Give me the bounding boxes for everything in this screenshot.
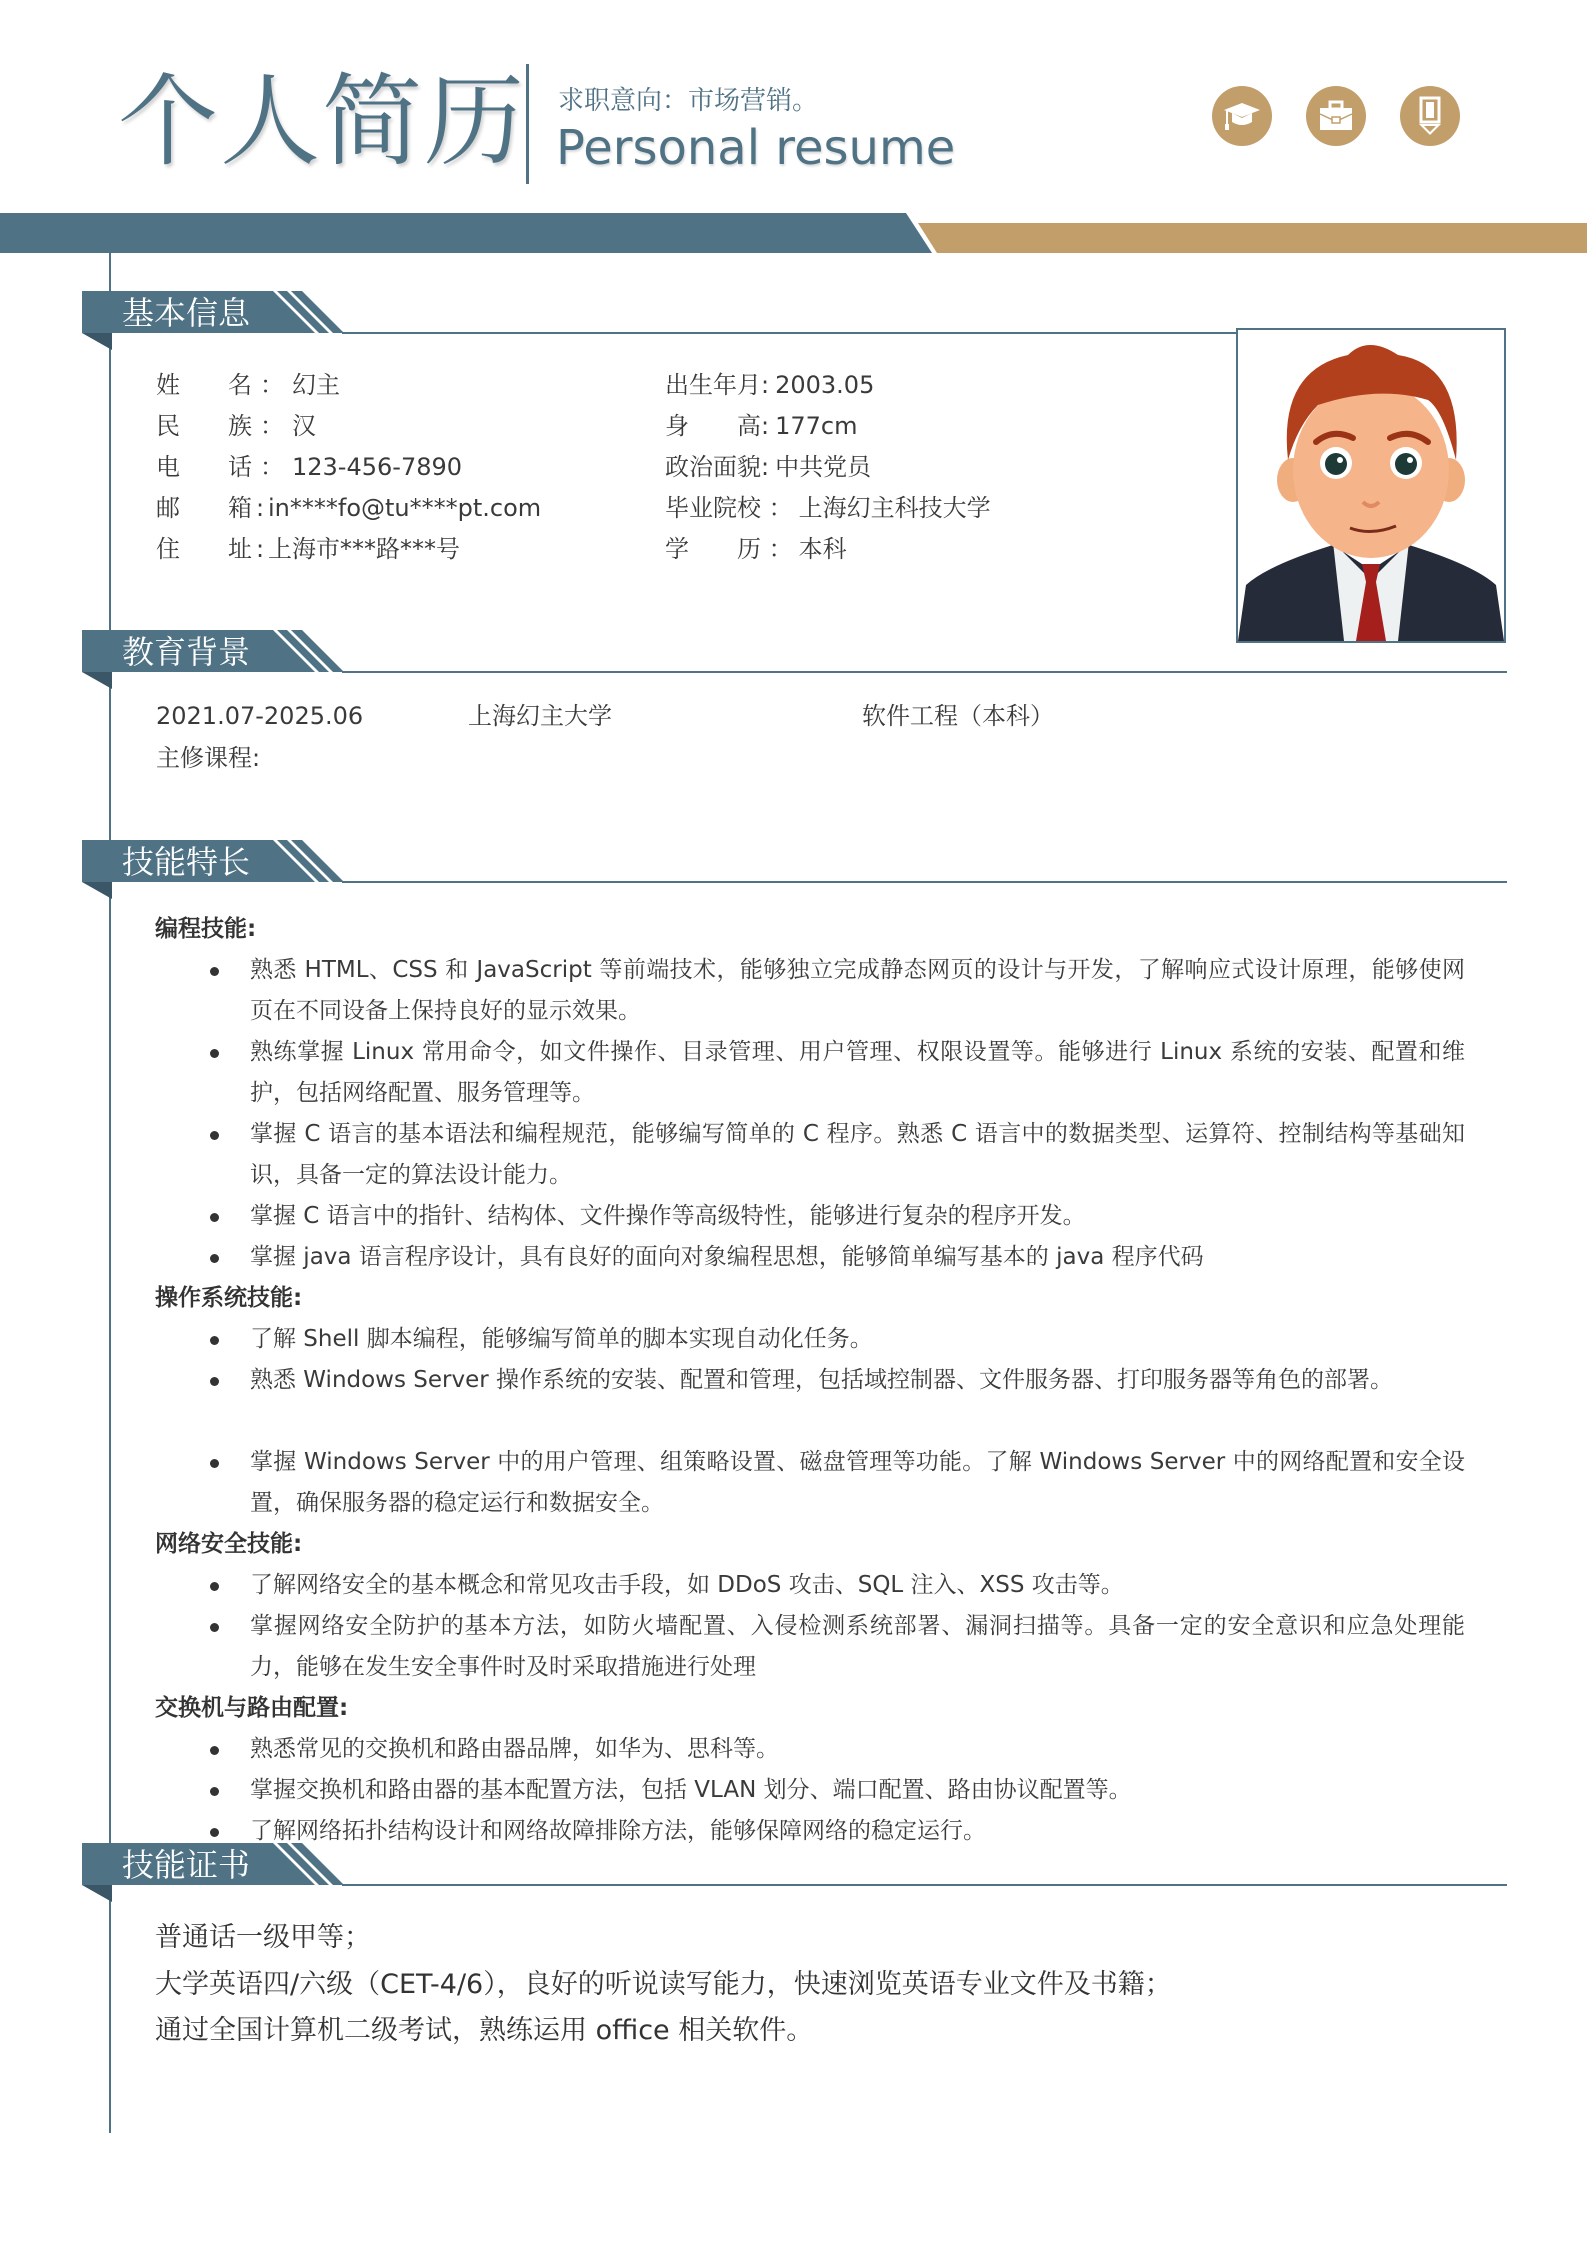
job-objective: 求职意向：市场营销。 — [558, 86, 819, 116]
skill-text: 熟练掌握 Linux 常用命令，如文件操作、目录管理、用户管理、权限设置等。能够进行 Linux 系统的安装、配置和维护，包括网络配置、服务管理等。 — [250, 1039, 1465, 1106]
skill-text: 熟悉 HTML、CSS 和 JavaScript 等前端技术，能够独立完成静态网页的设计与开发，了解响应式设计原理，能够使网页在不同设备上保持良好的显示效果。 — [250, 957, 1465, 1024]
bullet-icon — [210, 1049, 219, 1058]
edu-period: 2021.07-2025.06 — [156, 702, 364, 730]
field-value: 幻主 — [292, 371, 340, 399]
bullet-icon — [210, 1377, 219, 1386]
skill-text: 熟悉常见的交换机和路由器品牌，如华为、思科等。 — [250, 1736, 779, 1762]
skill-item — [210, 1032, 1466, 1114]
skill-text: 掌握网络安全防护的基本方法，如防火墙配置、入侵检测系统部署、漏洞扫描等。具备一定的安全意识和应急处理能力，能够在发生安全事件时及时采取措施进行处理 — [250, 1613, 1465, 1680]
field-separator: : — [255, 535, 265, 563]
field-label: 箱 — [228, 494, 252, 522]
bullet-icon — [210, 967, 219, 976]
bullet-icon — [210, 1254, 219, 1263]
section-title: 技能证书 — [122, 1846, 251, 1884]
field-separator: ： — [260, 453, 284, 481]
field-value: 汉 — [292, 412, 316, 440]
field-label: 电 — [156, 453, 180, 481]
bullet-icon — [210, 1623, 219, 1632]
field-separator: ： — [260, 412, 284, 440]
profile-photo — [1236, 328, 1506, 643]
skill-item — [210, 1237, 1466, 1278]
field-label: 话 — [228, 453, 252, 481]
field-label: 身 高 — [665, 412, 761, 440]
skill-item — [210, 1442, 1466, 1524]
edu-major: 软件工程（本科） — [862, 702, 1054, 730]
title-divider — [526, 64, 529, 184]
field-value: 2003.05 — [775, 371, 875, 399]
field-value: 177cm — [775, 412, 858, 440]
basic-info-row — [156, 492, 541, 524]
basic-info-row — [156, 410, 316, 442]
skill-category: 网络安全技能: — [155, 1531, 303, 1557]
edu-school: 上海幻主大学 — [468, 702, 612, 730]
skill-text: 掌握 C 语言的基本语法和编程规范，能够编写简单的 C 程序。熟悉 C 语言中的数据类型、运算符、控制结构等基础知识，具备一定的算法设计能力。 — [250, 1121, 1465, 1188]
field-separator: ： — [761, 494, 793, 522]
field-value: 本科 — [798, 535, 847, 563]
header-band — [0, 213, 1587, 255]
skill-text: 掌握 C 语言中的指针、结构体、文件操作等高级特性，能够进行复杂的程序开发。 — [250, 1203, 1086, 1229]
section-title: 基本信息 — [122, 294, 251, 332]
skill-item — [210, 1319, 1466, 1360]
section-header-skills — [82, 840, 1507, 884]
basic-info-row — [156, 451, 462, 483]
bullet-icon — [210, 1336, 219, 1345]
skill-item — [210, 1360, 1466, 1442]
skill-item — [210, 950, 1466, 1032]
field-label: 民 — [156, 412, 180, 440]
skill-text: 熟悉 Windows Server 操作系统的安装、配置和管理，包括域控制器、文件服务器、打印服务器等角色的部署。 — [250, 1367, 1394, 1393]
skill-category: 操作系统技能: — [155, 1285, 303, 1311]
field-value: 上海市***路***号 — [268, 535, 460, 563]
header-band-gold — [918, 223, 1587, 253]
skill-text: 了解 Shell 脚本编程，能够编写简单的脚本实现自动化任务。 — [250, 1326, 873, 1352]
bullet-icon — [210, 1213, 219, 1222]
resume-title: 个人简历 — [118, 63, 526, 180]
field-value: 上海幻主科技大学 — [798, 494, 991, 522]
edu-courses-label: 主修课程: — [156, 744, 261, 772]
field-label: 住 — [156, 535, 180, 563]
bullet-icon — [210, 1582, 219, 1591]
graduation-cap-icon — [1212, 86, 1272, 146]
english-title: Personal resume — [556, 120, 956, 176]
bullet-icon — [210, 1131, 219, 1140]
field-label: 族 — [228, 412, 252, 440]
field-label: 址 — [228, 535, 252, 563]
basic-info-row — [156, 533, 460, 565]
skill-item — [210, 1196, 1466, 1237]
skill-item — [210, 1811, 1466, 1852]
basic-info-row — [665, 369, 874, 401]
field-label: 政治面貌 — [665, 453, 761, 481]
header-band-blue — [0, 213, 932, 253]
pencil-icon — [1400, 86, 1460, 146]
skill-text: 了解网络拓扑结构设计和网络故障排除方法，能够保障网络的稳定运行。 — [250, 1818, 986, 1844]
skill-item — [210, 1729, 1466, 1770]
field-label: 学 历 — [665, 535, 761, 563]
field-label: 毕业院校 — [665, 494, 761, 522]
basic-info-row — [665, 451, 871, 483]
skill-item — [210, 1606, 1466, 1688]
field-separator: ： — [260, 371, 284, 399]
field-separator: ： — [761, 535, 793, 563]
certificate-item: 大学英语四/六级（CET-4/6），良好的听说读写能力，快速浏览英语专业文件及书籍； — [155, 1969, 1172, 2000]
bullet-icon — [210, 1828, 219, 1837]
skill-category: 编程技能: — [155, 916, 257, 942]
field-label: 邮 — [156, 494, 180, 522]
basic-info-row — [665, 533, 847, 565]
field-value: 中共党员 — [775, 453, 872, 481]
skill-category: 交换机与路由配置: — [155, 1695, 349, 1721]
field-value: 123-456-7890 — [292, 453, 463, 481]
field-value: in****fo@tu****pt.com — [268, 494, 542, 522]
field-separator: : — [255, 494, 265, 522]
skill-item — [210, 1114, 1466, 1196]
bullet-icon — [210, 1459, 219, 1468]
skill-text: 掌握 Windows Server 中的用户管理、组策略设置、磁盘管理等功能。了解 Windows Server 中的网络配置和安全设置，确保服务器的稳定运行和数据安全。 — [250, 1449, 1465, 1516]
skill-item — [210, 1565, 1466, 1606]
skill-text: 掌握 java 语言程序设计，具有良好的面向对象编程思想，能够简单编写基本的 java 程序代码 — [250, 1244, 1204, 1270]
skill-text: 了解网络安全的基本概念和常见攻击手段，如 DDoS 攻击、SQL 注入、XSS 攻击等。 — [250, 1572, 1124, 1598]
field-label: 姓 — [156, 371, 180, 399]
certificate-item: 通过全国计算机二级考试，熟练运用 office 相关软件。 — [155, 2015, 814, 2046]
bullet-icon — [210, 1746, 219, 1755]
certificate-item: 普通话一级甲等； — [155, 1922, 371, 1953]
field-label: 出生年月 — [665, 371, 761, 399]
section-title: 教育背景 — [122, 633, 251, 671]
basic-info-row — [156, 369, 340, 401]
field-separator: : — [761, 412, 770, 440]
field-separator: : — [761, 453, 770, 481]
avatar-illustration — [1238, 330, 1504, 641]
field-separator: : — [761, 371, 770, 399]
basic-info-row — [665, 492, 991, 524]
section-title: 技能特长 — [122, 843, 251, 881]
bullet-icon — [210, 1787, 219, 1796]
briefcase-icon — [1306, 86, 1366, 146]
basic-info-row — [665, 410, 857, 442]
skill-item — [210, 1770, 1466, 1811]
field-label: 名 — [228, 371, 252, 399]
skill-text: 掌握交换机和路由器的基本配置方法，包括 VLAN 划分、端口配置、路由协议配置等。 — [250, 1777, 1132, 1803]
